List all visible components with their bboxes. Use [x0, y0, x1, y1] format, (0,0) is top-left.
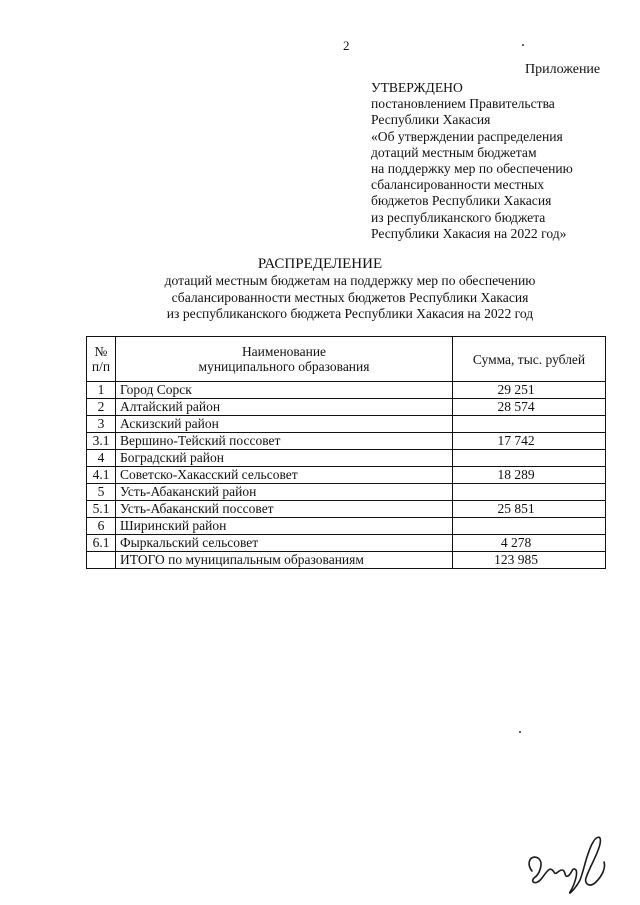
table-total-row	[87, 552, 606, 569]
row-name: Усть-Абаканский поссовет	[116, 501, 453, 518]
subtitle-line: дотаций местным бюджетам на поддержку мер по обеспечению	[164, 273, 536, 288]
header-sum: Сумма, тыс. рублей	[453, 337, 606, 382]
document-subtitle	[130, 273, 570, 323]
approval-line: дотаций местным бюджетам	[371, 144, 537, 160]
row-number: 4	[87, 450, 116, 467]
subtitle-line: сбалансированности местных бюджетов Республики Хакасия	[171, 289, 529, 305]
approval-line: из республиканского бюджета	[371, 209, 546, 225]
total-sum: 123 985	[453, 552, 606, 569]
row-name: Фыркальский сельсовет	[116, 535, 453, 552]
total-number	[87, 552, 116, 569]
approval-line: на поддержку мер по обеспечению	[371, 160, 573, 176]
header-number-line1: №	[94, 344, 108, 359]
table-row	[87, 518, 606, 535]
appendix-label: Приложение	[525, 62, 601, 77]
subtitle-line: из республиканского бюджета Республики Хакасия на 2022 год	[166, 306, 534, 321]
row-sum	[453, 450, 606, 467]
row-number: 3	[87, 416, 116, 433]
approval-line: «Об утверждении распределения	[371, 128, 563, 144]
row-number: 5.1	[87, 501, 116, 518]
table-row	[87, 450, 606, 467]
approval-line: Республики Хакасия на 2022 год»	[371, 225, 567, 241]
table-row	[87, 535, 606, 552]
distribution-table	[86, 336, 606, 569]
table-row	[87, 484, 606, 501]
header-name-line2: муниципального образования	[198, 359, 370, 374]
row-sum: 29 251	[453, 382, 606, 399]
table-row	[87, 399, 606, 416]
row-sum: 25 851	[453, 501, 606, 518]
row-name: Ширинский район	[116, 518, 453, 535]
row-number: 6.1	[87, 535, 116, 552]
row-number: 6	[87, 518, 116, 535]
row-name: Город Сорск	[116, 382, 453, 399]
header-number	[87, 337, 116, 382]
row-number: 4.1	[87, 467, 116, 484]
table-row	[87, 382, 606, 399]
row-name: Советско-Хакасский сельсовет	[116, 467, 453, 484]
row-sum: 4 278	[453, 535, 606, 552]
row-name: Боградский район	[116, 450, 453, 467]
row-name: Алтайский район	[116, 399, 453, 416]
table-header-row	[87, 337, 606, 382]
approval-line: Республики Хакасия	[371, 112, 491, 128]
scan-speck	[519, 731, 521, 733]
signature-mark	[522, 826, 612, 896]
table-row	[87, 501, 606, 518]
row-number: 1	[87, 382, 116, 399]
row-number: 5	[87, 484, 116, 501]
row-sum	[453, 416, 606, 433]
row-number: 3.1	[87, 433, 116, 450]
approval-block	[371, 80, 573, 242]
document-title: РАСПРЕДЕЛЕНИЕ	[257, 256, 383, 272]
row-name: Усть-Абаканский район	[116, 484, 453, 501]
row-sum	[453, 518, 606, 535]
total-name: ИТОГО по муниципальным образованиям	[116, 552, 453, 569]
approval-line: постановлением Правительства	[371, 96, 555, 112]
row-sum: 28 574	[453, 399, 606, 416]
approval-line: бюджетов Республики Хакасия	[371, 193, 552, 209]
table-row	[87, 467, 606, 484]
page-number: 2	[343, 38, 350, 53]
row-sum: 18 289	[453, 467, 606, 484]
row-name: Аскизский район	[116, 416, 453, 433]
header-name-line1: Наименование	[241, 344, 327, 359]
table-row	[87, 433, 606, 450]
approval-line: сбалансированности местных	[371, 177, 545, 193]
table-row	[87, 416, 606, 433]
approval-line: УТВЕРЖДЕНО	[371, 80, 463, 95]
row-name: Вершино-Тейский поссовет	[116, 433, 453, 450]
row-sum	[453, 484, 606, 501]
scan-speck	[522, 44, 524, 46]
row-sum: 17 742	[453, 433, 606, 450]
header-number-line2: п/п	[91, 359, 111, 374]
header-name	[116, 337, 453, 382]
row-number: 2	[87, 399, 116, 416]
